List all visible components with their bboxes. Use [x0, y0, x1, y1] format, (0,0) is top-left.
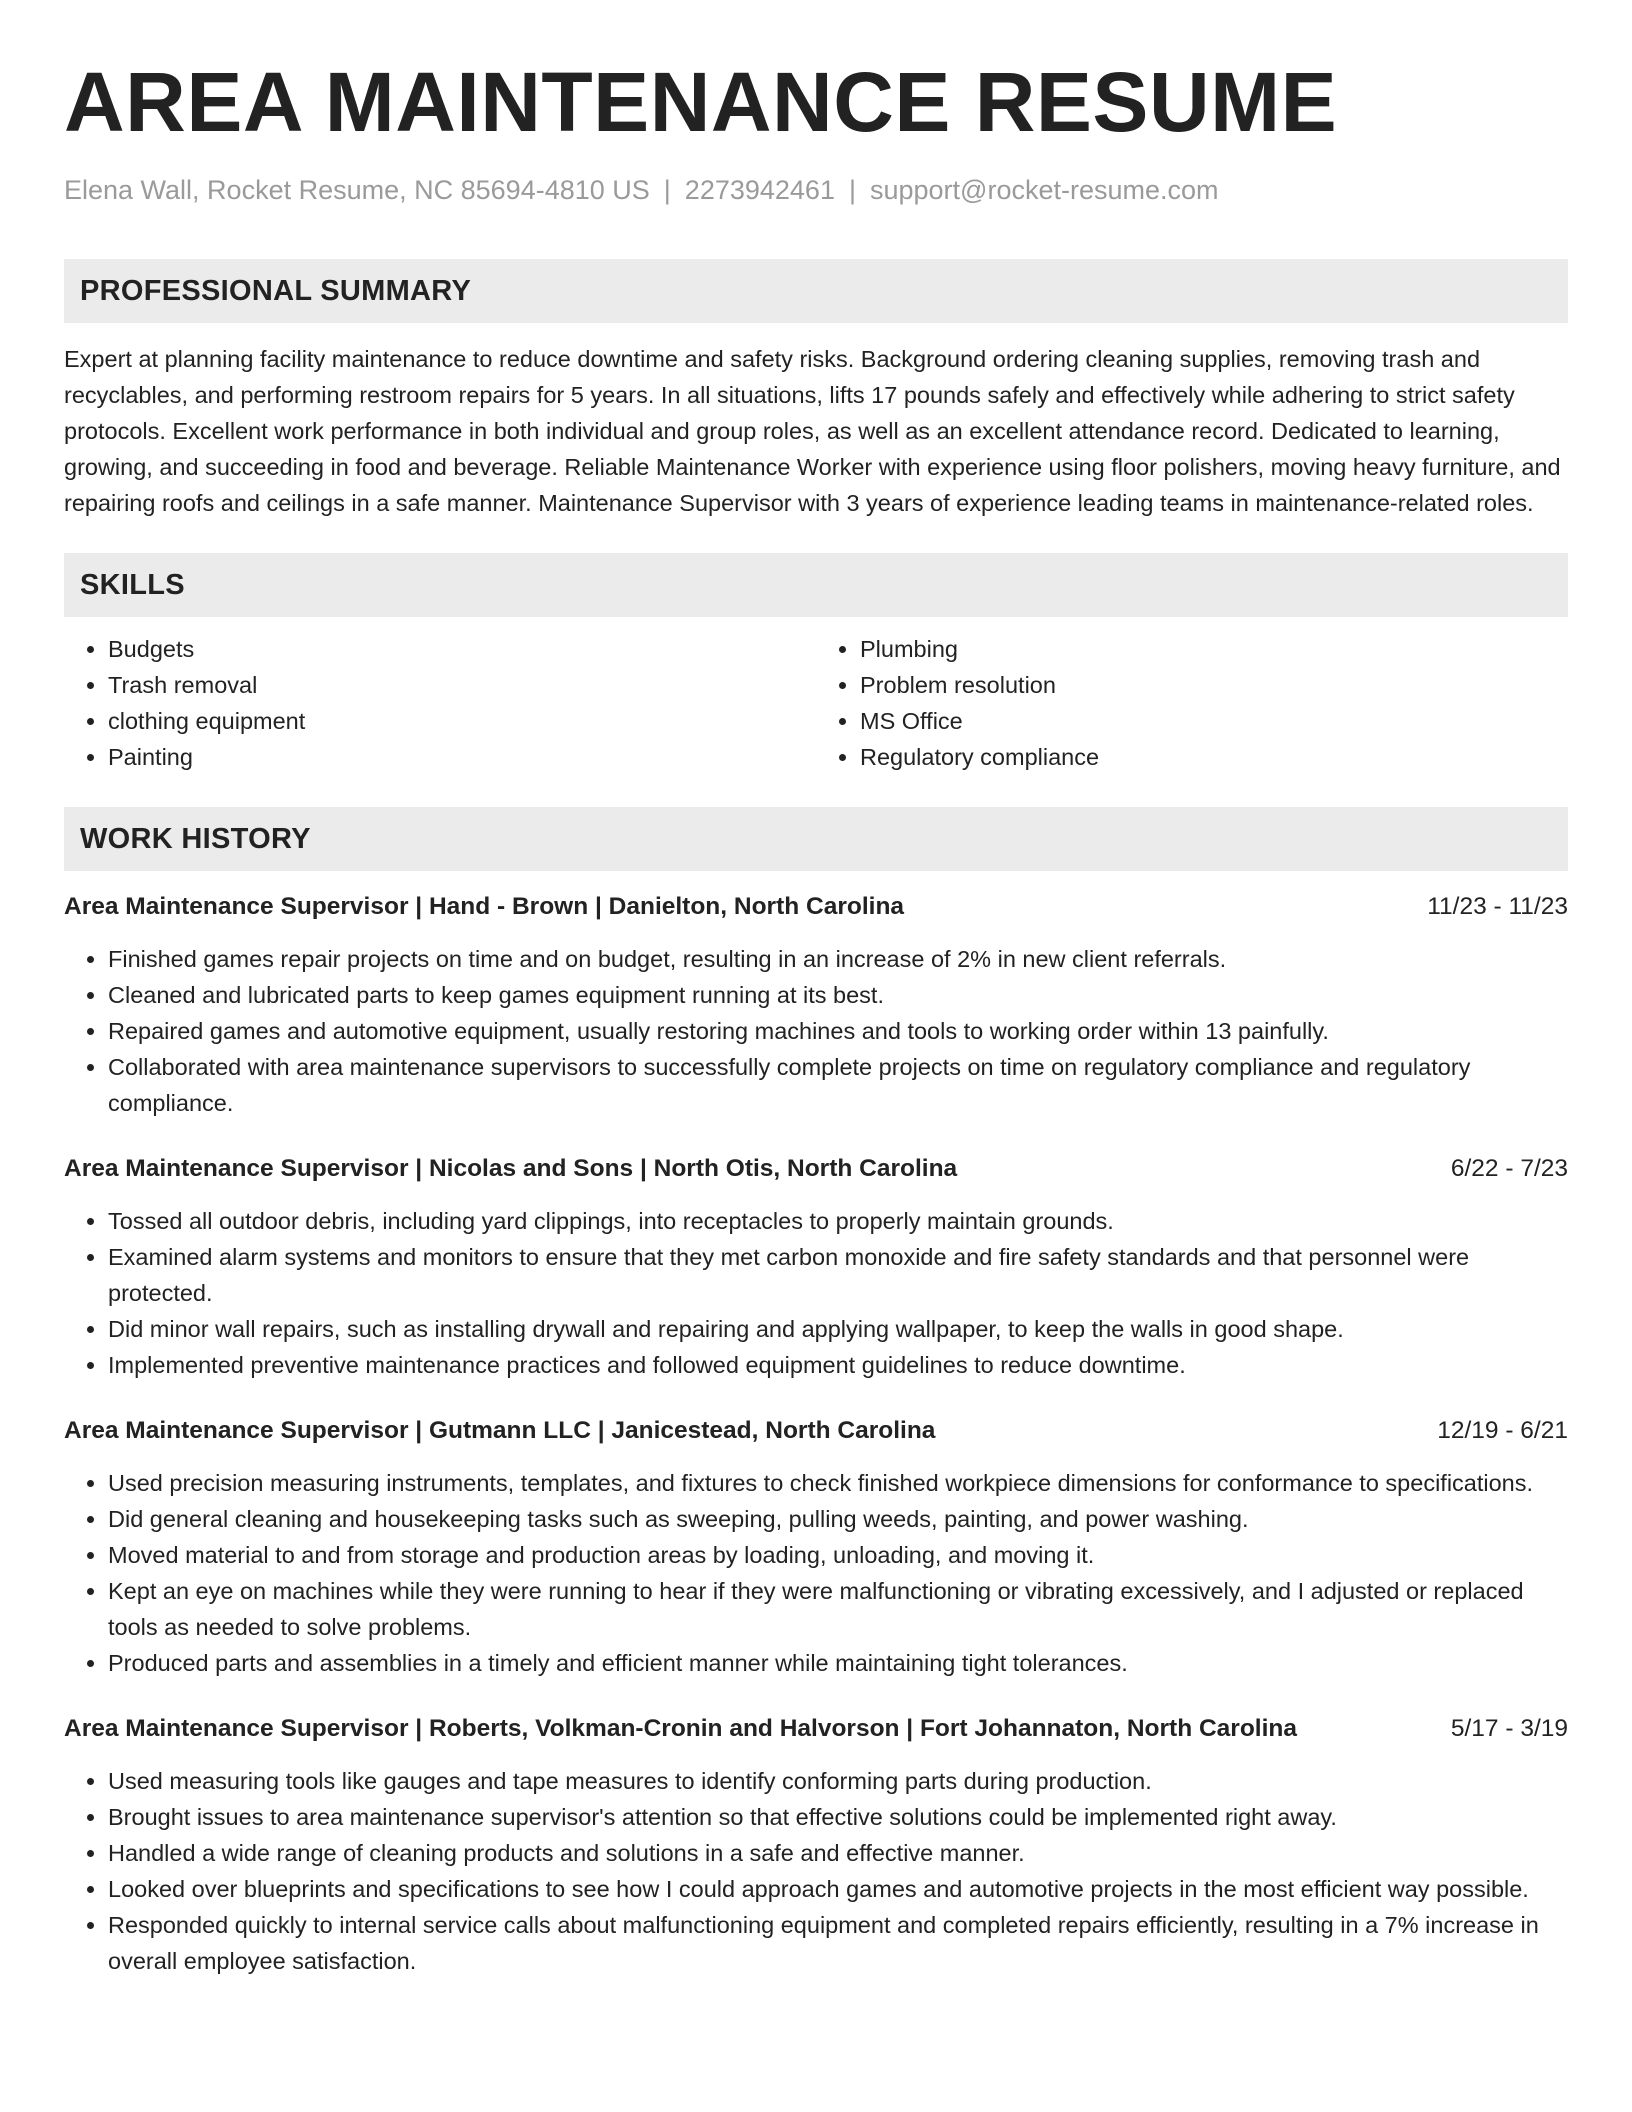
- contact-separator: |: [663, 175, 671, 205]
- job-title: Area Maintenance Supervisor | Hand - Brown | Danielton, North Carolina: [64, 893, 905, 920]
- job-dates: 11/23 - 11/23: [1427, 893, 1568, 920]
- job-bullet: • Produced parts and assemblies in a timely and efficient manner while maintaining tight tolerances.: [108, 1645, 1568, 1681]
- job-bullet: • Used precision measuring instruments, templates, and fixtures to check finished workpiece dimensions for conformance to specifications.: [108, 1465, 1568, 1501]
- skill-item: • Plumbing: [860, 631, 1568, 667]
- job-bullets: [64, 1763, 1568, 1979]
- job-title: Area Maintenance Supervisor | Gutmann LLC | Janicestead, North Carolina: [64, 1417, 936, 1444]
- job-entry: [64, 1151, 1568, 1383]
- job-entry: [64, 1711, 1568, 1979]
- job-bullet: • Repaired games and automotive equipment, usually restoring machines and tools to working order within 13 painfully.: [108, 1013, 1568, 1049]
- job-bullet: • Responded quickly to internal service calls about malfunctioning equipment and completed repairs efficiently, resulting in a 7% increase in overall employee satisfaction.: [108, 1907, 1568, 1979]
- skills-list: [64, 631, 1568, 775]
- job-bullet: • Kept an eye on machines while they were running to hear if they were malfunctioning or vibrating excessively, and I adjusted or replaced tools as needed to solve problems.: [108, 1573, 1568, 1645]
- job-bullets: [64, 1465, 1568, 1681]
- skills-column-left: [64, 631, 816, 775]
- job-header: [64, 1413, 1568, 1449]
- job-header: [64, 1151, 1568, 1187]
- job-header: [64, 1711, 1568, 1747]
- job-bullet: • Brought issues to area maintenance supervisor's attention so that effective solutions could be implemented right away.: [108, 1799, 1568, 1835]
- skill-item: • Problem resolution: [860, 667, 1568, 703]
- job-bullet: • Did minor wall repairs, such as installing drywall and repairing and applying wallpaper, to keep the walls in good shape.: [108, 1311, 1568, 1347]
- skills-column-right: [816, 631, 1568, 775]
- skill-item: • clothing equipment: [108, 703, 816, 739]
- job-bullets: [64, 941, 1568, 1121]
- section-header-summary: PROFESSIONAL SUMMARY: [64, 259, 1568, 323]
- job-bullet: • Finished games repair projects on time and on budget, resulting in an increase of 2% in new client referrals.: [108, 941, 1568, 977]
- contact-line: [64, 172, 1568, 208]
- skill-item: • MS Office: [860, 703, 1568, 739]
- resume-title: AREA MAINTENANCE RESUME: [64, 55, 1338, 149]
- job-dates: 5/17 - 3/19: [1450, 1715, 1568, 1742]
- summary-text: Expert at planning facility maintenance to reduce downtime and safety risks. Background ordering cleaning supplies, removing trash and recyclables, and performing restroom repairs for 5 years. In all situations, lifts 17 pounds safely and effectively while adhering to strict safety protocols. Excellent work performance in both individual and group roles, as well as an excellent attendance record. Dedicated to learning, growing, and succeeding in food and beverage. Reliable Maintenance Worker with experience using floor polishers, moving heavy furniture, and repairing roofs and ceilings in a safe manner. Maintenance Supervisor with 3 years of experience leading teams in maintenance-related roles.: [64, 346, 1561, 516]
- job-bullet: • Tossed all outdoor debris, including yard clippings, into receptacles to properly maintain grounds.: [108, 1203, 1568, 1239]
- job-bullets: [64, 1203, 1568, 1383]
- job-header: [64, 889, 1568, 925]
- skill-item: • Trash removal: [108, 667, 816, 703]
- job-bullet: • Implemented preventive maintenance practices and followed equipment guidelines to reduce downtime.: [108, 1347, 1568, 1383]
- job-bullet: • Collaborated with area maintenance supervisors to successfully complete projects on time on regulatory compliance and regulatory compliance.: [108, 1049, 1568, 1121]
- job-title: Area Maintenance Supervisor | Nicolas and Sons | North Otis, North Carolina: [64, 1155, 958, 1182]
- contact-email: support@rocket-resume.com: [869, 175, 1219, 205]
- job-bullet: • Did general cleaning and housekeeping tasks such as sweeping, pulling weeds, painting, and power washing.: [108, 1501, 1568, 1537]
- job-bullet: • Moved material to and from storage and production areas by loading, unloading, and moving it.: [108, 1537, 1568, 1573]
- section-header-work-history: WORK HISTORY: [64, 807, 1568, 871]
- job-bullet: • Examined alarm systems and monitors to ensure that they met carbon monoxide and fire safety standards and that personnel were protected.: [108, 1239, 1568, 1311]
- job-entry: [64, 889, 1568, 1121]
- skill-item: • Painting: [108, 739, 816, 775]
- section-header-skills: SKILLS: [64, 553, 1568, 617]
- job-bullet: • Cleaned and lubricated parts to keep games equipment running at its best.: [108, 977, 1568, 1013]
- job-bullet: • Handled a wide range of cleaning products and solutions in a safe and effective manner.: [108, 1835, 1568, 1871]
- contact-separator: |: [848, 175, 856, 205]
- job-entry: [64, 1413, 1568, 1681]
- job-dates: 12/19 - 6/21: [1437, 1417, 1568, 1444]
- contact-address: Elena Wall, Rocket Resume, NC 85694-4810 US: [64, 175, 650, 205]
- contact-phone: 2273942461: [684, 175, 835, 205]
- job-bullet: • Looked over blueprints and specifications to see how I could approach games and automotive projects in the most efficient way possible.: [108, 1871, 1568, 1907]
- skill-item: • Regulatory compliance: [860, 739, 1568, 775]
- job-title: Area Maintenance Supervisor | Roberts, Volkman-Cronin and Halvorson | Fort Johannaton, North Carolina: [64, 1715, 1297, 1742]
- job-bullet: • Used measuring tools like gauges and tape measures to identify conforming parts during production.: [108, 1763, 1568, 1799]
- skill-item: • Budgets: [108, 631, 816, 667]
- job-dates: 6/22 - 7/23: [1450, 1155, 1568, 1182]
